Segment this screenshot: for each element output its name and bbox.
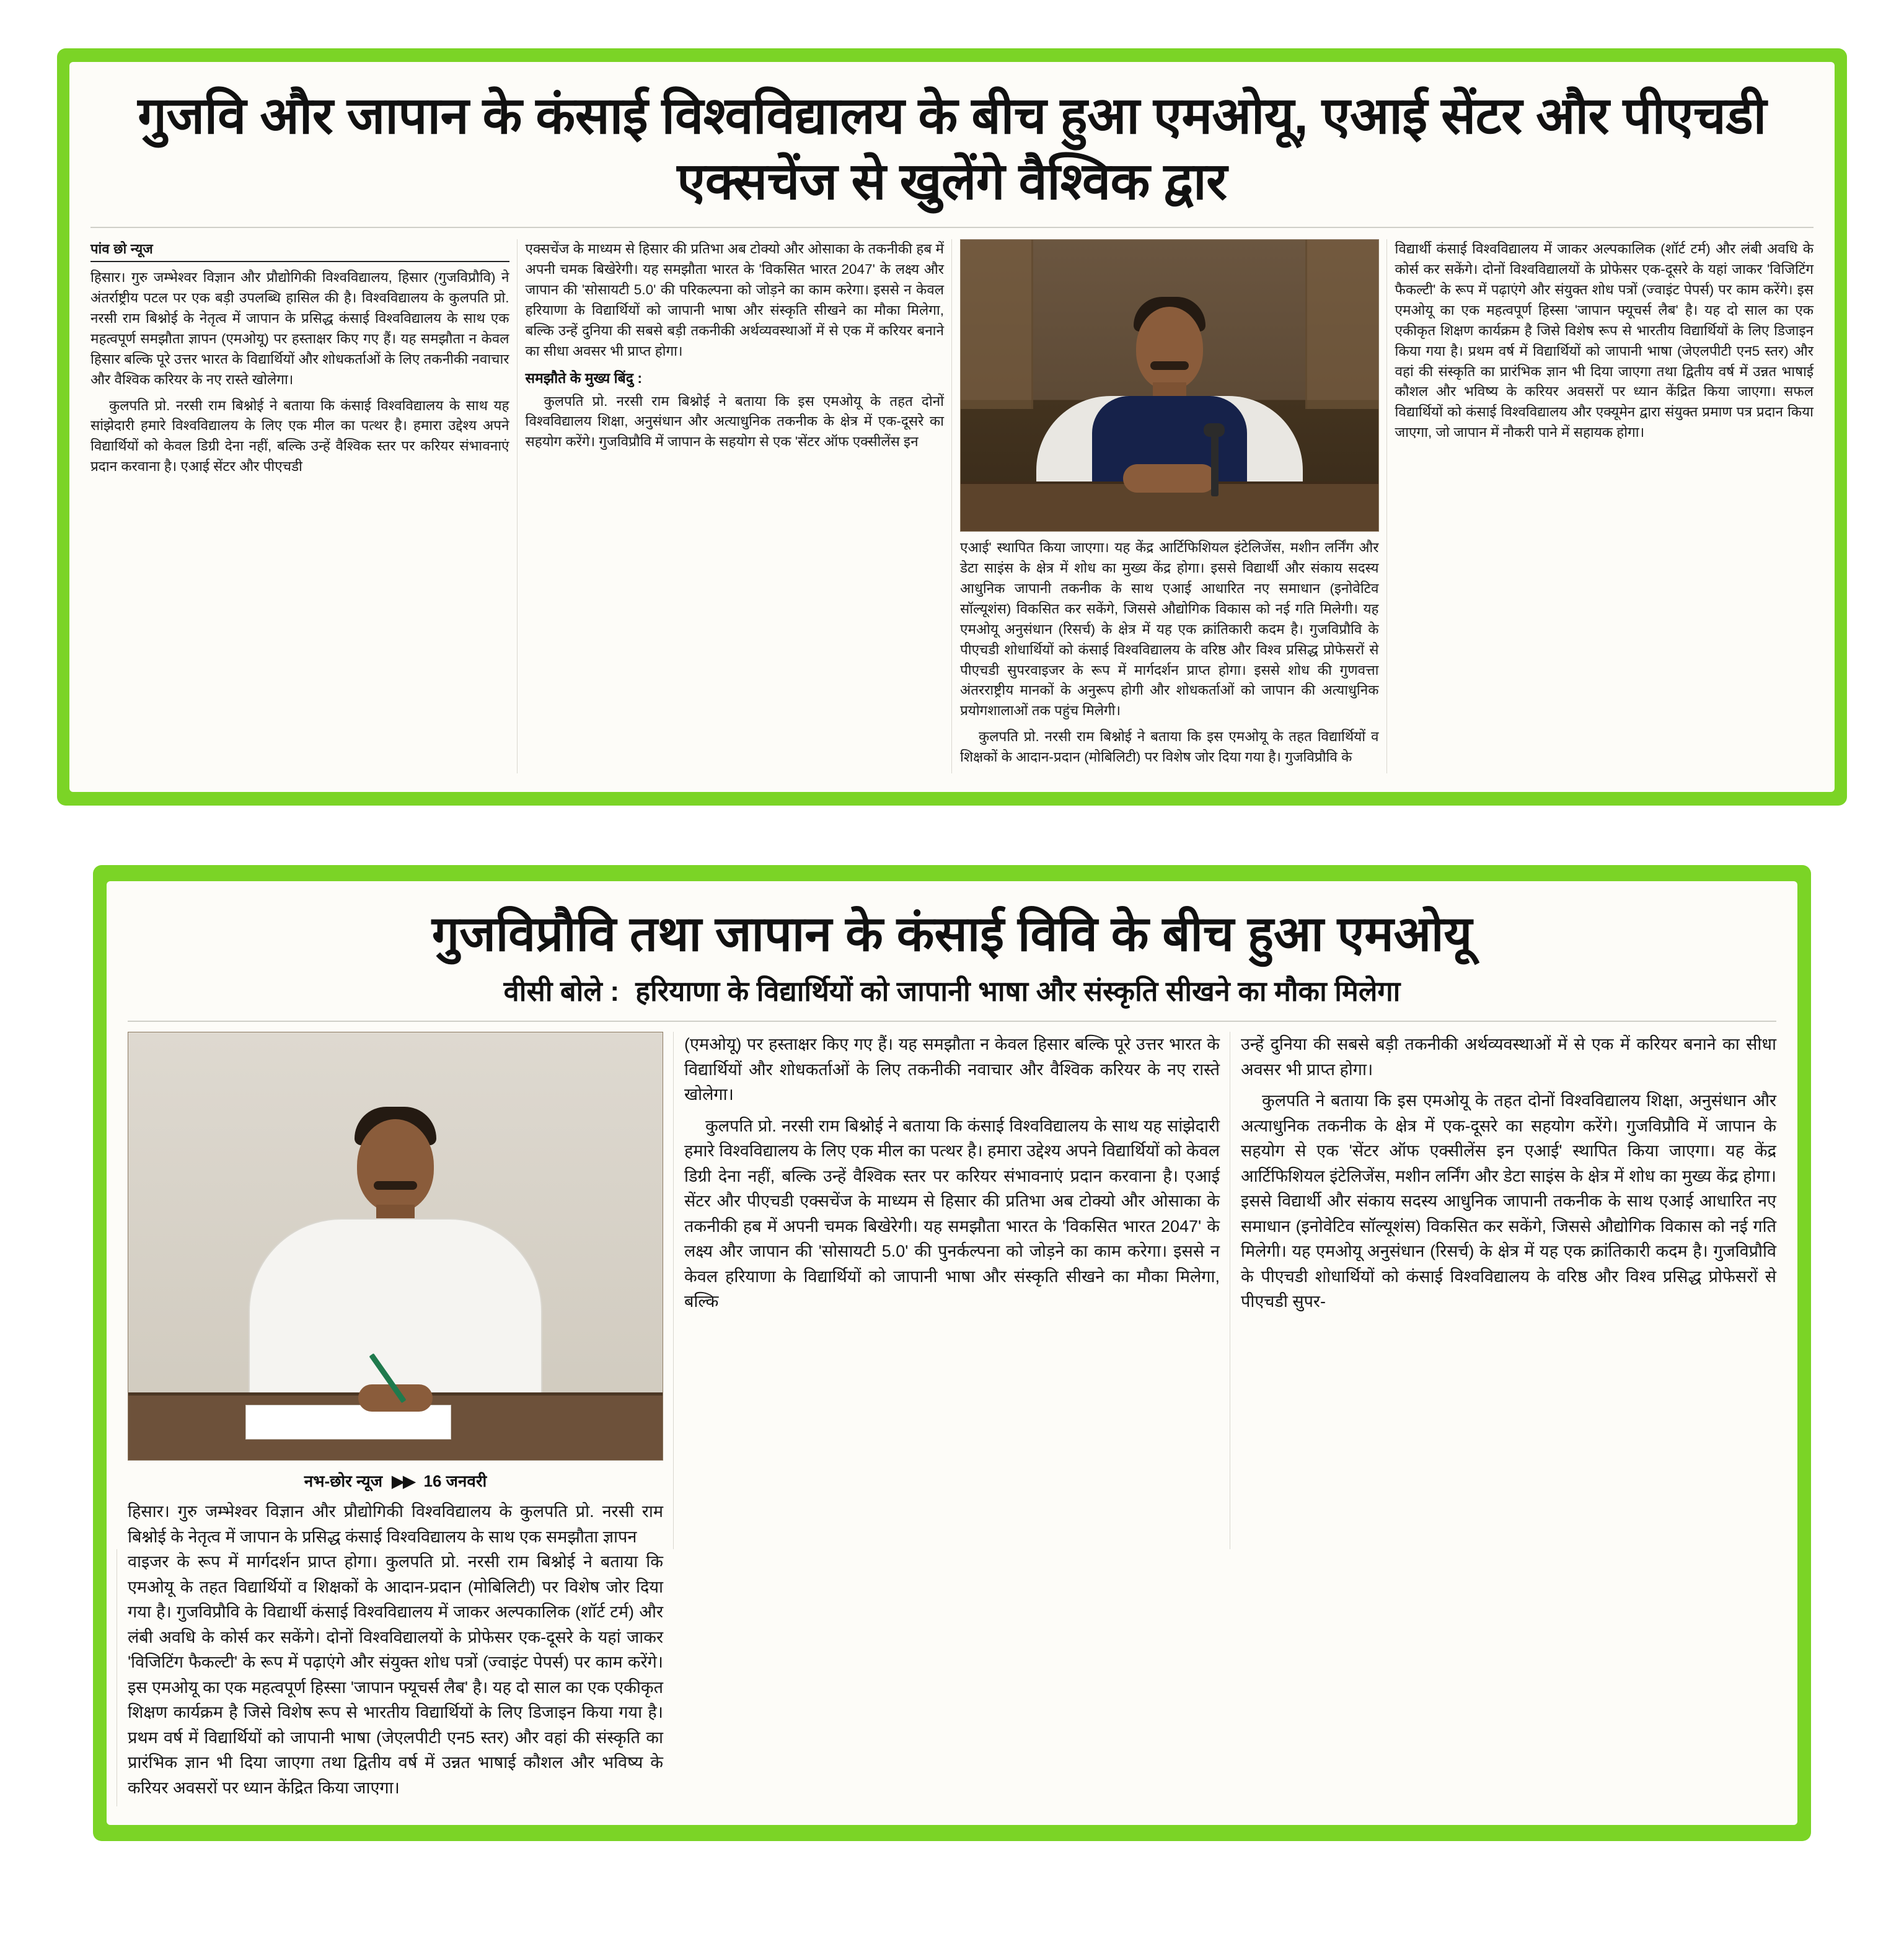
credit-date: 16 जनवरी xyxy=(423,1472,487,1490)
article-1-photo-wrap xyxy=(960,239,1379,532)
newspaper-page xyxy=(0,48,1904,1952)
article-2-subheadline-text: हरियाणा के विद्यार्थियों को जापानी भाषा और संस्कृति सीखने का मौका मिलेगा xyxy=(635,975,1401,1007)
paragraph: कुलपति प्रो. नरसी राम बिश्नोई ने बताया कि इस एमओयू के तहत विद्यार्थियों व शिक्षकों के आदान-प्रदान (मोबिलिटी) पर विशेष जोर दिया गया है। गुजविप्रौवि के xyxy=(960,729,1379,765)
photo-person-head xyxy=(357,1119,434,1212)
photo-person-hands xyxy=(1123,464,1216,493)
photo-wall-panel-left xyxy=(961,240,1033,409)
paragraph: कुलपति प्रो. नरसी राम बिश्नोई ने बताया कि इस एमओयू के तहत दोनों विश्वविद्यालय शिक्षा, अनुसंधान और अत्याधुनिक तकनीक के क्षेत्र में एक-दूसरे का सहयोग करेंगे। गुजविप्रौवि में जापान के सहयोग से एक 'सेंटर ऑफ एक्सीलेंस इन xyxy=(525,393,944,450)
paragraph: कुलपति प्रो. नरसी राम बिश्नोई ने बताया कि कंसाई विश्वविद्यालय के साथ यह सांझेदारी हमारे विश्वविद्यालय के लिए एक मील का पत्थर है। हमारा उद्देश्य अपने विद्यार्थियों को केवल डिग्री देना नहीं, बल्कि उन्हें वैश्विक स्तर पर करियर संभावनाएं प्रदान करवाना है। एआई सेंटर और पीएचडी एक्सचेंज के माध्यम से हिसार की प्रतिभा अब टोक्यो और ओसाका के तकनीकी हब में अपनी चमक बिखेरेगी। यह समझौता भारत के 'विकसित भारत 2047' के लक्ष्य और जापान की 'सोसायटी 5.0' की पुनर्कल्पना को जोड़ने का काम करेगा। इससे न केवल हरियाणा के विद्यार्थियों को जापानी भाषा और संस्कृति सीखने का मौका मिलेगा, बल्कि xyxy=(684,1116,1220,1311)
article-1-column-1 xyxy=(90,239,509,773)
paragraph: वाइजर के रूप में मार्गदर्शन प्राप्त होगा। कुलपति प्रो. नरसी राम बिश्नोई ने बताया कि एमओयू के तहत विद्यार्थियों व शिक्षकों के आदान-प्रदान (मोबिलिटी) पर विशेष जोर दिया गया है। गुजविप्रौवि के विद्यार्थी कंसाई विश्वविद्यालय में जाकर अल्पकालिक (शॉर्ट टर्म) और लंबी अवधि के कोर्स कर सकेंगे। दोनों विश्वविद्यालयों के प्रोफेसर एक-दूसरे के यहां जाकर 'विजिटिंग फैकल्टी' के रूप में पढ़ाएंगे और संयुक्त शोध पत्रों (ज्वाइंट पेपर्स) पर काम करेंगे। इस एमओयू का एक महत्वपूर्ण हिस्सा 'जापान फ्यूचर्स लैब' है। यह दो साल का एक एकीकृत शिक्षण कार्यक्रम है जिसे विशेष रूप से भारतीय विद्यार्थियों के लिए डिजाइन किया गया है। प्रथम वर्ष में विद्यार्थियों को जापानी भाषा (जेएलपीटी एन5 स्तर) और वहां की संस्कृति का प्रारंभिक ज्ञान भी दिया जाएगा तथा द्वितीय वर्ष में उन्नत भाषाई कौशल और भविष्य के करियर अवसरों पर ध्यान केंद्रित किया जाएगा। xyxy=(128,1552,663,1797)
paragraph: (एमओयू) पर हस्ताक्षर किए गए हैं। यह समझौता न केवल हिसार बल्कि पूरे उत्तर भारत के विद्यार्थियों और शोधकर्ताओं के लिए तकनीकी नवाचार और वैश्विक करियर के नए रास्ते खोलेगा। xyxy=(684,1035,1220,1104)
article-2-headline: गुजविप्रौवि तथा जापान के कंसाई विवि के बीच हुआ एमओयू xyxy=(431,905,1473,961)
photo-wall-panel-right xyxy=(1305,240,1378,409)
article-2-column-3 xyxy=(1241,1032,1776,1549)
article-1-byline: पांव छो न्यूज xyxy=(90,239,509,262)
paragraph: एआई' स्थापित किया जाएगा। यह केंद्र आर्टिफिशियल इंटेलिजेंस, मशीन लर्निंग और डेटा साइंस के क्षेत्र में शोध का मुख्य केंद्र होगा। इससे विद्यार्थी और संकाय सदस्य आधुनिक जापानी तकनीक के साथ एआई आधारित नए समाधान (इनोवेटिव सॉल्यूशंस) विकसित कर सकेंगे, जिससे औद्योगिक विकास को नई गति मिलेगी। यह एमओयू अनुसंधान (रिसर्च) के क्षेत्र में यह एक क्रांतिकारी कदम है। गुजविप्रौवि के पीएचडी शोधार्थियों को कंसाई विश्वविद्यालय के वरिष्ठ और विश्व प्रसिद्ध प्रोफेसरों से पीएचडी सुपरवाइजर के रूप में मार्गदर्शन प्राप्त होगा। इससे शोध की गुणवत्ता अंतरराष्ट्रीय मानकों के अनुरूप होगी और शोधकर्ताओं को जापान की अत्याधुनिक प्रयोगशालाओं तक पहुंच मिलेगी। xyxy=(960,540,1379,719)
article-1-clipping xyxy=(57,48,1847,806)
article-1-columns xyxy=(90,239,1814,773)
article-2-subheadline-label: वीसी बोले : xyxy=(503,975,620,1007)
article-2-column-1 xyxy=(128,1032,663,1549)
article-1-column-3 xyxy=(960,239,1379,773)
headline-rule-1 xyxy=(90,227,1814,228)
photo-person-mustache xyxy=(374,1181,417,1190)
article-1-column-2 xyxy=(526,239,945,773)
article-1-subheading: समझौते के मुख्य बिंदु : xyxy=(525,369,642,386)
article-2-photo-credit xyxy=(128,1469,663,1492)
double-arrow-icon: ▶▶ xyxy=(392,1472,415,1490)
paragraph: हिसार। गुरु जम्भेश्वर विज्ञान और प्रौद्योगिकी विश्वविद्यालय, हिसार (गुजविप्रौवि) ने अंतर्राष्ट्रीय पटल पर एक बड़ी उपलब्धि हासिल की है। विश्वविद्यालय के कुलपति प्रो. नरसी राम बिश्नोई के नेतृत्व में जापान के प्रसिद्ध कंसाई विश्वविद्यालय के साथ एक महत्वपूर्ण समझौता ज्ञापन (एमओयू) पर हस्ताक्षर किए गए हैं। यह समझौता न केवल हिसार बल्कि पूरे उत्तर भारत के विद्यार्थियों और शोधकर्ताओं के लिए तकनीकी नवाचार और वैश्विक करियर के नए रास्ते खोलेगा। xyxy=(90,270,509,387)
paragraph: कुलपति ने बताया कि इस एमओयू के तहत दोनों विश्वविद्यालय शिक्षा, अनुसंधान और अत्याधुनिक तकनीक के क्षेत्र में एक-दूसरे का सहयोग करेंगे। गुजविप्रौवि में जापान के सहयोग से एक 'सेंटर ऑफ एक्सीलेंस इन एआई' स्थापित किया जाएगा। यह केंद्र आर्टिफिशियल इंटेलिजेंस, मशीन लर्निंग और डेटा साइंस के क्षेत्र में शोध का मुख्य केंद्र होगा। इससे विद्यार्थी और संकाय सदस्य आधुनिक जापानी तकनीक के साथ एआई आधारित नए समाधान (इनोवेटिव सॉल्यूशंस) विकसित कर सकेंगे, जिससे औद्योगिक विकास को नई गति मिलेगी। यह एमओयू अनुसंधान (रिसर्च) के क्षेत्र में यह एक क्रांतिकारी कदम है। गुजविप्रौवि के पीएचडी शोधार्थियों को कंसाई विश्वविद्यालय के वरिष्ठ और विश्व प्रसिद्ध प्रोफेसरों से पीएचडी सुपर- xyxy=(1241,1091,1776,1311)
photo-person-head xyxy=(1136,307,1203,390)
article-2-clipping xyxy=(93,865,1811,1841)
paragraph: एक्सचेंज के माध्यम से हिसार की प्रतिभा अब टोक्यो और ओसाका के तकनीकी हब में अपनी चमक बिखेरेगी। यह समझौता भारत के 'विकसित भारत 2047' के लक्ष्य और जापान की 'सोसायटी 5.0' की परिकल्पना को जोड़ने का काम करेगा। इससे न केवल हरियाणा के विद्यार्थियों को जापानी भाषा और संस्कृति सीखने का मौका मिलेगा, बल्कि उन्हें दुनिया की सबसे बड़ी तकनीकी अर्थव्यवस्थाओं में से एक में करियर बनाने का सीधा अवसर भी प्राप्त होगा। xyxy=(525,241,944,359)
photo-microphone xyxy=(1211,428,1219,496)
article-2-lead-paragraph: हिसार। गुरु जम्भेश्वर विज्ञान और प्रौद्योगिकी विश्वविद्यालय के कुलपति प्रो. नरसी राम बिश्नोई के नेतृत्व में जापान के प्रसिद्ध कंसाई विश्वविद्यालय के साथ एक समझौता ज्ञापन xyxy=(128,1502,663,1546)
article-2-subheadline xyxy=(128,972,1776,1020)
photo-person-mustache xyxy=(1150,361,1189,370)
paragraph: उन्हें दुनिया की सबसे बड़ी तकनीकी अर्थव्यवस्थाओं में से एक में करियर बनाने का सीधा अवसर भी प्राप्त होगा। xyxy=(1241,1035,1776,1079)
article-1-paper xyxy=(69,62,1835,792)
credit-source: नभ-छोर न्यूज xyxy=(304,1472,383,1490)
paragraph: विद्यार्थी कंसाई विश्वविद्यालय में जाकर अल्पकालिक (शॉर्ट टर्म) और लंबी अवधि के कोर्स कर सकेंगे। दोनों विश्वविद्यालयों के प्रोफेसर एक-दूसरे के यहां जाकर 'विजिटिंग फैकल्टी' के रूप में पढ़ाएंगे और संयुक्त शोध पत्रों (ज्वाइंट पेपर्स) पर काम करेंगे। इस एमओयू का एक महत्वपूर्ण हिस्सा 'जापान फ्यूचर्स लैब' है। यह दो साल का एक एकीकृत शिक्षण कार्यक्रम है जिसे विशेष रूप से भारतीय विद्यार्थियों के लिए डिजाइन किया गया है। प्रथम वर्ष में विद्यार्थियों को जापानी भाषा (जेएलपीटी एन5 स्तर) और वहां की संस्कृति का प्रारंभिक ज्ञान भी दिया जाएगा तथा द्वितीय वर्ष में उन्नत भाषाई कौशल और भविष्य के करियर अवसरों पर ध्यान केंद्रित किया जाएगा। सफल विद्यार्थियों को कंसाई विश्वविद्यालय और एक्यूमेन द्वारा संयुक्त प्रमाण पत्र प्रदान किया जाएगा, जो जापान में नौकरी पाने में सहायक होगा। xyxy=(1395,241,1814,441)
article-2-columns xyxy=(128,1032,1776,1806)
article-1-headline: गुजवि और जापान के कंसाई विश्वविद्यालय के बीच हुआ एमओयू, एआई सेंटर और पीएचडी एक्सचेंज से खुलेंगे वैश्विक द्वार xyxy=(138,87,1766,211)
paragraph: कुलपति प्रो. नरसी राम बिश्नोई ने बताया कि कंसाई विश्वविद्यालय के साथ यह सांझेदारी हमारे विश्वविद्यालय के लिए एक मील का पत्थर है। हमारा उद्देश्य अपने विद्यार्थियों को केवल डिग्री देना नहीं, बल्कि उन्हें वैश्विक स्तर पर करियर संभावनाएं प्रदान करवाना है। एआई सेंटर और पीएचडी xyxy=(90,397,509,475)
article-2-column-2 xyxy=(684,1032,1220,1549)
article-1-column-4 xyxy=(1395,239,1814,773)
article-2-paper xyxy=(107,881,1797,1825)
photo-microphone-head xyxy=(1204,423,1225,437)
article-2-column-4 xyxy=(128,1549,663,1806)
vc-press-conference-photo xyxy=(960,239,1379,532)
vc-signing-photo xyxy=(128,1032,663,1461)
headline-rule-2 xyxy=(128,1021,1776,1022)
